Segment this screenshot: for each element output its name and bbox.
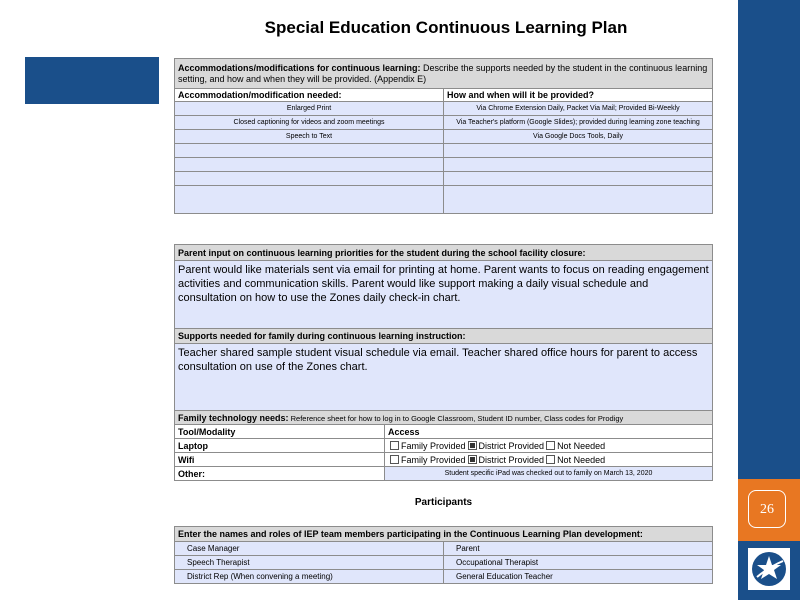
checkbox-label: District Provided bbox=[478, 454, 545, 465]
table-cutoff bbox=[174, 481, 713, 491]
participant-role-cell: Case Manager bbox=[175, 542, 444, 556]
participants-title: Participants bbox=[414, 497, 473, 508]
other-label: Other: bbox=[175, 467, 385, 481]
participant-role-cell: Parent bbox=[444, 542, 713, 556]
how-when-cell bbox=[444, 186, 713, 214]
checkbox-opt2[interactable] bbox=[468, 441, 477, 450]
table-row bbox=[175, 102, 713, 116]
accommodations-table bbox=[174, 58, 713, 214]
technology-header: Family technology needs: Reference sheet for how to log in to Google Classroom, Student ID number, Class codes for Prodigy bbox=[175, 411, 713, 425]
page-title: Special Education Continuous Learning Plan bbox=[264, 18, 628, 37]
checkbox-label: Family Provided bbox=[401, 454, 466, 465]
parent-input-table bbox=[174, 244, 713, 411]
table-row bbox=[175, 556, 713, 570]
technology-table bbox=[174, 410, 713, 481]
tool-col-header: Tool/Modality bbox=[175, 425, 385, 439]
checkbox-opt3[interactable] bbox=[546, 455, 555, 464]
participants-table bbox=[174, 526, 713, 584]
checkbox-label: Not Needed bbox=[557, 440, 606, 451]
star-logo-icon bbox=[751, 551, 787, 587]
access-cell bbox=[385, 439, 713, 453]
participant-role-cell: District Rep (When convening a meeting) bbox=[175, 570, 444, 584]
how-when-cell: Via Teacher's platform (Google Slides); provided during learning zone teaching bbox=[444, 116, 713, 130]
tool-cell: Wifi bbox=[175, 453, 385, 467]
checkbox-label: Family Provided bbox=[401, 440, 466, 451]
accommodation-cell: Closed captioning for videos and zoom meetings bbox=[175, 116, 444, 130]
checkbox-label: Not Needed bbox=[557, 454, 606, 465]
access-cell bbox=[385, 453, 713, 467]
participant-role-cell: Speech Therapist bbox=[175, 556, 444, 570]
parent-input-text: Parent would like materials sent via email for printing at home. Parent wants to focus on reading engagement activities and communication skills. Parent would like support making a daily visual schedule and consultation on how to use the Zones daily check-in chart. bbox=[175, 261, 713, 329]
table-row bbox=[175, 116, 713, 130]
how-when-cell: Via Google Docs Tools, Daily bbox=[444, 130, 713, 144]
supports-text: Teacher shared sample student visual schedule via email. Teacher shared office hours for parent to access consultation on use of the Zones chart. bbox=[175, 344, 713, 411]
accommodation-cell bbox=[175, 172, 444, 186]
checkbox-opt3[interactable] bbox=[546, 441, 555, 450]
how-when-col-header: How and when will it be provided? bbox=[444, 89, 713, 102]
accommodation-cell: Speech to Text bbox=[175, 130, 444, 144]
decorative-block bbox=[25, 57, 159, 104]
participant-role-cell: General Education Teacher bbox=[444, 570, 713, 584]
logo bbox=[748, 548, 790, 590]
accommodation-cell bbox=[175, 144, 444, 158]
participants-header: Enter the names and roles of IEP team members participating in the Continuous Learning Plan development: bbox=[175, 527, 713, 542]
checkbox-opt1[interactable] bbox=[390, 455, 399, 464]
checkbox-label: District Provided bbox=[478, 440, 545, 451]
supports-header: Supports needed for family during continuous learning instruction: bbox=[175, 329, 713, 344]
table-row bbox=[175, 172, 713, 186]
how-when-cell bbox=[444, 158, 713, 172]
accommodation-cell bbox=[175, 158, 444, 172]
how-when-cell bbox=[444, 144, 713, 158]
other-value: Student specific iPad was checked out to family on March 13, 2020 bbox=[385, 467, 713, 481]
table-row bbox=[175, 453, 713, 467]
checkbox-opt1[interactable] bbox=[390, 441, 399, 450]
how-when-cell bbox=[444, 172, 713, 186]
accommodation-cell bbox=[175, 186, 444, 214]
table-row bbox=[175, 570, 713, 584]
table-row bbox=[175, 130, 713, 144]
table-row bbox=[175, 439, 713, 453]
table-row bbox=[175, 144, 713, 158]
accommodations-header: Accommodations/modifications for continuous learning: Describe the supports needed by the student in the continuous learning setting, and how and when they will be provided. (Appendix E) bbox=[175, 59, 713, 89]
parent-input-header: Parent input on continuous learning priorities for the student during the school facility closure: bbox=[175, 245, 713, 261]
table-row bbox=[175, 542, 713, 556]
accommodation-col-header: Accommodation/modification needed: bbox=[175, 89, 444, 102]
accommodation-cell: Enlarged Print bbox=[175, 102, 444, 116]
how-when-cell: Via Chrome Extension Daily, Packet Via Mail; Provided Bi-Weekly bbox=[444, 102, 713, 116]
checkbox-opt2[interactable] bbox=[468, 455, 477, 464]
access-col-header: Access bbox=[385, 425, 713, 439]
page-number: 26 bbox=[748, 490, 786, 528]
table-row bbox=[175, 186, 713, 214]
table-row bbox=[175, 158, 713, 172]
participant-role-cell: Occupational Therapist bbox=[444, 556, 713, 570]
tool-cell: Laptop bbox=[175, 439, 385, 453]
